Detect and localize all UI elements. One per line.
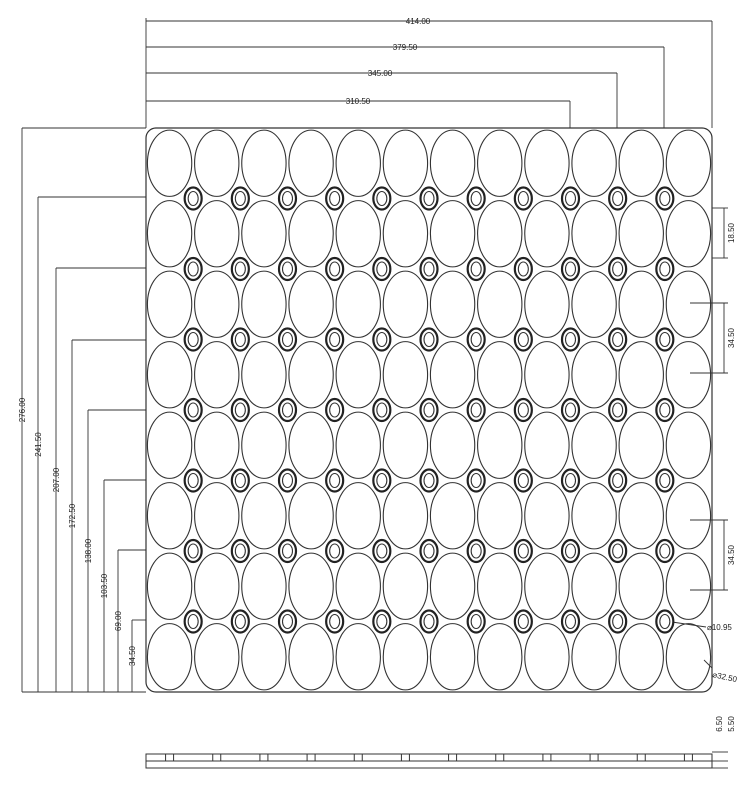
cell-slot: [383, 342, 427, 408]
cell-slot: [195, 483, 239, 549]
cell-slot: [242, 271, 286, 337]
mounting-hole: [185, 329, 202, 351]
cell-slot: [147, 271, 191, 337]
dim-height-3: 172.50: [68, 503, 77, 529]
mounting-hole: [185, 258, 202, 280]
cell-slot: [619, 624, 663, 690]
cell-slot: [619, 483, 663, 549]
battery-holder-grid: [146, 128, 712, 692]
cell-slot: [572, 342, 616, 408]
mounting-hole: [656, 188, 673, 210]
side-view-tab: [260, 754, 268, 761]
cell-slot: [430, 483, 474, 549]
mounting-hole: [326, 470, 343, 492]
cell-slot: [336, 271, 380, 337]
mounting-hole: [468, 329, 485, 351]
cell-slot: [195, 201, 239, 267]
cell-slot: [572, 201, 616, 267]
mounting-hole: [232, 329, 249, 351]
mounting-hole: [562, 470, 579, 492]
dim-side-thickness-2: 5.50: [727, 716, 736, 732]
mounting-hole: [326, 329, 343, 351]
cell-slot: [572, 130, 616, 196]
cell-slot: [147, 201, 191, 267]
mounting-hole: [421, 611, 438, 633]
cell-slot: [289, 483, 333, 549]
mounting-hole: [232, 188, 249, 210]
side-view-tab: [449, 754, 457, 761]
cell-slot: [430, 553, 474, 619]
mounting-hole: [609, 258, 626, 280]
cell-slot: [478, 130, 522, 196]
cell-slot: [430, 201, 474, 267]
right-dimensions: [672, 208, 738, 684]
side-view-tab: [307, 754, 315, 761]
mounting-hole: [326, 540, 343, 562]
cell-slot: [147, 342, 191, 408]
mounting-hole: [232, 470, 249, 492]
dim-height-6: 69.00: [114, 610, 123, 632]
mounting-hole: [185, 188, 202, 210]
mounting-hole: [656, 399, 673, 421]
side-view-tab: [401, 754, 409, 761]
mounting-hole: [562, 188, 579, 210]
cell-slot: [478, 412, 522, 478]
cell-slot: [195, 130, 239, 196]
mounting-hole: [515, 470, 532, 492]
mounting-hole: [562, 540, 579, 562]
cell-slot: [336, 342, 380, 408]
mounting-hole: [562, 611, 579, 633]
cell-slot: [242, 624, 286, 690]
cell-slot: [619, 130, 663, 196]
mounting-hole: [279, 258, 296, 280]
mounting-hole: [326, 258, 343, 280]
dim-cell-diameter: ⌀32.50: [711, 670, 738, 685]
cell-slot: [430, 130, 474, 196]
cell-slot: [242, 342, 286, 408]
mounting-hole: [373, 540, 390, 562]
left-dimensions: [18, 128, 146, 692]
cell-slot: [525, 624, 569, 690]
cell-slot: [147, 624, 191, 690]
cell-slot: [336, 624, 380, 690]
cell-slot: [572, 553, 616, 619]
mounting-hole: [656, 470, 673, 492]
side-view-tab: [543, 754, 551, 761]
cell-slot: [619, 201, 663, 267]
mounting-hole: [656, 329, 673, 351]
cell-slot: [195, 271, 239, 337]
mounting-hole: [421, 470, 438, 492]
side-view-tab: [684, 754, 692, 761]
cell-slot: [619, 412, 663, 478]
mounting-hole: [515, 188, 532, 210]
mounting-hole: [421, 399, 438, 421]
cell-slot: [478, 553, 522, 619]
dim-height-2: 207.00: [52, 467, 61, 493]
cell-slot: [430, 412, 474, 478]
mounting-hole: [656, 611, 673, 633]
cell-slot: [289, 342, 333, 408]
mounting-hole: [373, 188, 390, 210]
cell-slot: [478, 483, 522, 549]
cell-slot: [572, 271, 616, 337]
cell-slot: [525, 201, 569, 267]
cell-slot: [572, 412, 616, 478]
cell-slot: [383, 271, 427, 337]
mounting-hole: [468, 470, 485, 492]
mounting-hole: [373, 329, 390, 351]
cell-slot: [619, 271, 663, 337]
cell-slot: [242, 201, 286, 267]
mounting-hole: [468, 540, 485, 562]
mounting-hole: [421, 188, 438, 210]
mounting-hole: [279, 399, 296, 421]
mounting-hole: [232, 258, 249, 280]
cell-slot: [478, 201, 522, 267]
mounting-hole: [279, 188, 296, 210]
cell-slot: [289, 553, 333, 619]
cell-slot: [147, 412, 191, 478]
mounting-hole: [515, 540, 532, 562]
cell-slot: [666, 201, 710, 267]
dim-pitch-upper: 34.50: [727, 327, 736, 349]
cell-slot: [289, 201, 333, 267]
dim-side-thickness-1: 6.50: [715, 716, 724, 732]
side-view-tab: [590, 754, 598, 761]
cell-slot: [289, 624, 333, 690]
cell-slot: [147, 130, 191, 196]
mounting-hole: [279, 329, 296, 351]
mounting-hole: [656, 258, 673, 280]
mounting-hole: [421, 258, 438, 280]
mounting-hole: [421, 329, 438, 351]
mounting-hole: [609, 611, 626, 633]
dim-height-1: 241.50: [34, 432, 43, 457]
cell-slot: [147, 483, 191, 549]
cell-slot: [242, 553, 286, 619]
cell-slot: [383, 412, 427, 478]
cell-slot: [195, 342, 239, 408]
mounting-hole: [185, 540, 202, 562]
dim-width-310: 310.50: [345, 97, 371, 106]
mounting-hole: [421, 540, 438, 562]
dim-width-379: 379.50: [392, 43, 418, 52]
cell-slot: [242, 130, 286, 196]
cell-slot: [430, 342, 474, 408]
dim-height-4: 138.00: [84, 538, 93, 564]
cell-slot: [572, 483, 616, 549]
cell-slot: [383, 130, 427, 196]
cell-slot: [383, 624, 427, 690]
mounting-hole: [326, 399, 343, 421]
mounting-hole: [468, 611, 485, 633]
cell-slot: [525, 553, 569, 619]
mounting-hole: [609, 470, 626, 492]
mounting-hole: [373, 258, 390, 280]
mounting-hole: [279, 470, 296, 492]
cell-slot: [478, 342, 522, 408]
mounting-hole: [656, 540, 673, 562]
dim-width-414: 414.00: [405, 17, 431, 26]
mounting-hole: [515, 399, 532, 421]
cell-slot: [478, 271, 522, 337]
cell-slot: [478, 624, 522, 690]
cell-slot: [336, 483, 380, 549]
mounting-hole: [562, 329, 579, 351]
mounting-hole: [185, 470, 202, 492]
dim-hole-diameter: ⌀10.95: [707, 623, 732, 632]
dim-pitch-lower: 34.50: [727, 544, 736, 566]
cell-slot: [430, 271, 474, 337]
cell-slot: [289, 271, 333, 337]
dim-height-5: 103.50: [100, 573, 109, 599]
cell-slot: [525, 412, 569, 478]
mounting-hole: [562, 258, 579, 280]
mounting-hole: [185, 399, 202, 421]
side-view-tab: [354, 754, 362, 761]
cell-slot: [336, 201, 380, 267]
dim-height-7: 34.50: [128, 645, 137, 667]
mounting-hole: [609, 540, 626, 562]
dim-height-0: 276.00: [18, 397, 27, 423]
cell-slot: [383, 483, 427, 549]
cell-slot: [666, 553, 710, 619]
cell-slot: [525, 342, 569, 408]
cell-slot: [242, 412, 286, 478]
side-view-tab: [166, 754, 174, 761]
cell-slot: [336, 130, 380, 196]
mounting-hole: [279, 611, 296, 633]
cell-slot: [383, 553, 427, 619]
mounting-hole: [468, 399, 485, 421]
cell-slot: [525, 130, 569, 196]
mounting-hole: [232, 399, 249, 421]
cell-slot: [525, 271, 569, 337]
mounting-hole: [232, 540, 249, 562]
cell-slot: [666, 342, 710, 408]
cell-slot: [147, 553, 191, 619]
dim-width-345: 345.00: [367, 69, 393, 78]
mounting-hole: [609, 188, 626, 210]
cell-slot: [383, 201, 427, 267]
cell-slot: [195, 553, 239, 619]
cell-slot: [336, 553, 380, 619]
mounting-hole: [232, 611, 249, 633]
mounting-hole: [373, 399, 390, 421]
mounting-hole: [609, 399, 626, 421]
top-dimensions: [146, 17, 712, 128]
cell-slot: [666, 271, 710, 337]
cell-slot: [525, 483, 569, 549]
cell-slot: [195, 412, 239, 478]
cell-slot: [242, 483, 286, 549]
cell-slot: [289, 412, 333, 478]
cell-slot: [336, 412, 380, 478]
mounting-hole: [515, 258, 532, 280]
cell-slot: [666, 412, 710, 478]
mounting-hole: [279, 540, 296, 562]
mounting-hole: [468, 258, 485, 280]
dim-pitch-offset: 18.50: [727, 222, 736, 244]
mounting-hole: [562, 399, 579, 421]
mounting-hole: [515, 611, 532, 633]
cell-slot: [572, 624, 616, 690]
mounting-hole: [326, 611, 343, 633]
cell-slot: [195, 624, 239, 690]
cell-slot: [666, 624, 710, 690]
mounting-hole: [373, 611, 390, 633]
mounting-hole: [185, 611, 202, 633]
cell-slot: [619, 342, 663, 408]
side-view-tab: [213, 754, 221, 761]
cell-slot: [430, 624, 474, 690]
mounting-hole: [373, 470, 390, 492]
mounting-hole: [515, 329, 532, 351]
cell-slot: [666, 130, 710, 196]
mounting-hole: [468, 188, 485, 210]
side-view-tab: [637, 754, 645, 761]
cell-slot: [289, 130, 333, 196]
mounting-hole: [326, 188, 343, 210]
side-view-tab: [496, 754, 504, 761]
side-view: [146, 716, 736, 768]
cell-slot: [666, 483, 710, 549]
mounting-hole: [609, 329, 626, 351]
cell-slot: [619, 553, 663, 619]
